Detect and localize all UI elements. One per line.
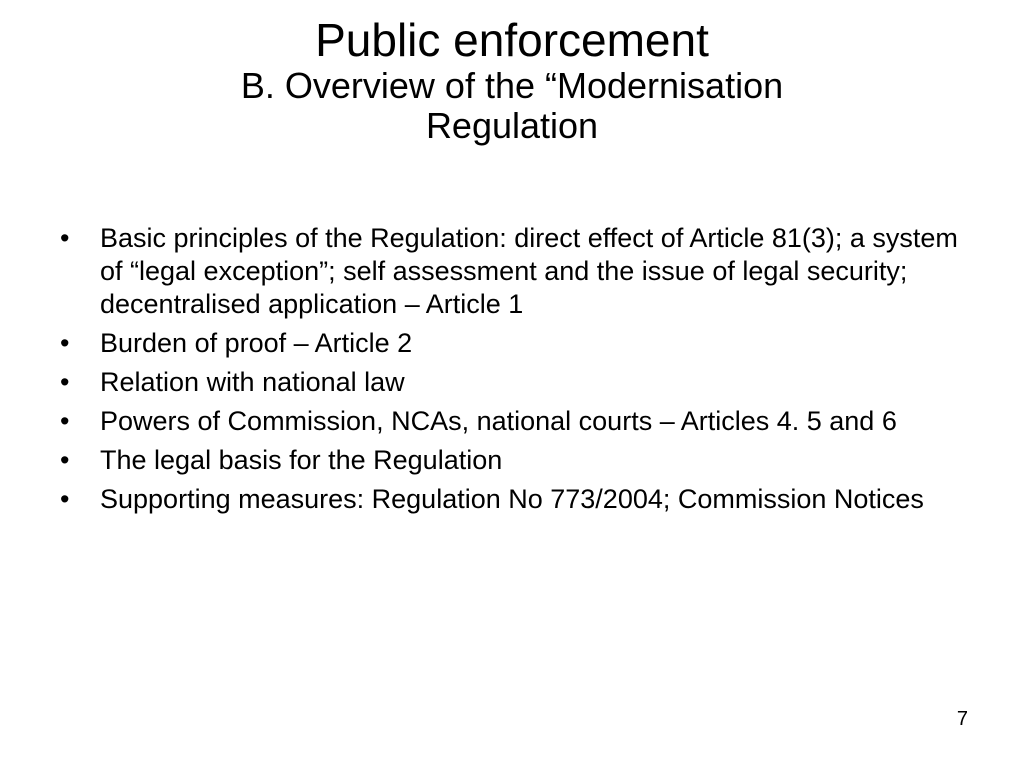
bullet-text: Basic principles of the Regulation: direct effect of Article 81(3); a system of “legal exception”; self assessment and the issue of legal security; decentralised application – Article 1 bbox=[100, 223, 958, 319]
bullet-item-supporting-measures bbox=[60, 483, 960, 516]
slide-title: Public enforcement bbox=[315, 14, 709, 66]
bullet-item-burden-of-proof bbox=[60, 327, 960, 360]
slide-subtitle-line1: B. Overview of the “Modernisation bbox=[240, 65, 784, 106]
bullet-item-principles bbox=[60, 222, 960, 321]
bullet-icon: • bbox=[60, 484, 70, 514]
bullet-text: Powers of Commission, NCAs, national courts – Articles 4. 5 and 6 bbox=[100, 406, 897, 436]
bullet-icon: • bbox=[60, 328, 70, 358]
slide-subtitle-line2: Regulation bbox=[425, 105, 599, 146]
bullet-item-powers bbox=[60, 405, 960, 438]
bullet-text: The legal basis for the Regulation bbox=[100, 445, 503, 475]
bullet-icon: • bbox=[60, 406, 70, 436]
bullet-item-legal-basis bbox=[60, 444, 960, 477]
bullet-text: Relation with national law bbox=[100, 367, 405, 397]
bullet-text: Supporting measures: Regulation No 773/2004; Commission Notices bbox=[100, 484, 924, 514]
bullet-text: Burden of proof – Article 2 bbox=[100, 328, 413, 358]
bullet-icon: • bbox=[60, 223, 70, 253]
bullet-list bbox=[60, 222, 960, 522]
page-number: 7 bbox=[956, 708, 968, 730]
title-block bbox=[0, 14, 1024, 146]
bullet-item-national-law bbox=[60, 366, 960, 399]
bullet-icon: • bbox=[60, 367, 70, 397]
bullet-icon: • bbox=[60, 445, 70, 475]
